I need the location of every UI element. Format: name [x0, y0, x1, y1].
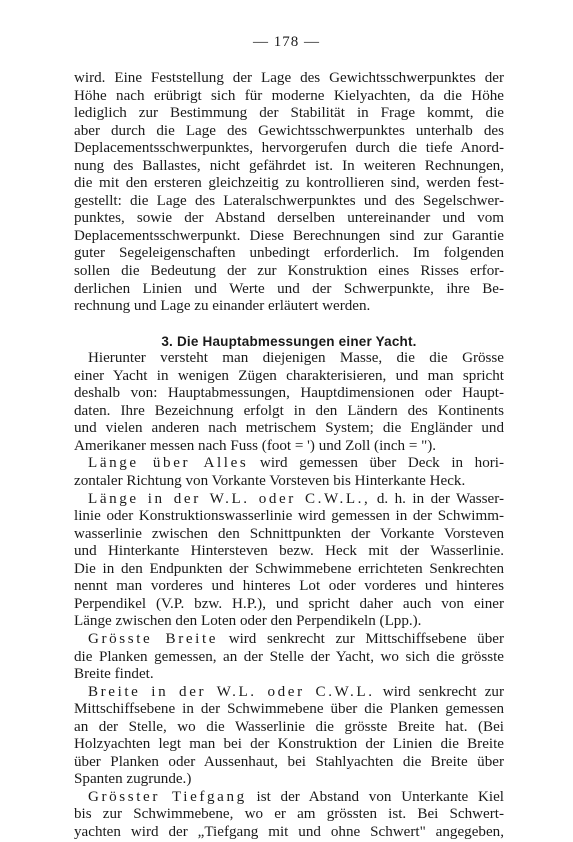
- text-line: einer Yacht in wenigen Zügen charakterisieren, und man spricht: [74, 367, 504, 384]
- text-line: Die in den Endpunkten der Schwimmebene errichteten Senkrechten: [74, 560, 504, 577]
- spaced-term: Grösster Tiefgang: [88, 788, 247, 805]
- text-line: daten. Ihre Bezeichnung erfolgt in den Ländern des Kontinents: [74, 402, 504, 419]
- text-line: nung des Ballastes, nicht gefährdet ist. In weiteren Rechnungen,: [74, 157, 504, 174]
- text-line: yachten wird der „Tiefgang mit und ohne Schwert" angegeben,: [74, 823, 504, 840]
- paragraph-length-overall: [74, 455, 504, 490]
- paragraph-waterline-beam: [74, 684, 504, 789]
- page-number: — 178 —: [253, 34, 320, 50]
- text-line: [74, 455, 504, 473]
- spaced-term: Länge über Alles: [88, 455, 249, 472]
- paragraph-max-draft: [74, 789, 504, 842]
- section-heading: 3. Die Hauptabmessungen einer Yacht.: [161, 333, 417, 349]
- text-line: die mit den ersteren gleichzeitig zu kontrollieren sind, werden fest-: [74, 175, 504, 192]
- text-line: Mittschiffsebene in der Schwimmebene über die Planken gemessen: [74, 701, 504, 718]
- paragraph-main-dimensions: [74, 350, 504, 455]
- text-line: Deplacementsschwerpunktes, hervorgerufen durch die tiefe Anord-: [74, 140, 504, 157]
- text-line: und Hinterkante Hintersteven bezw. Heck mit der Wasserlinie.: [74, 543, 504, 560]
- spaced-term: Länge in der W.L. oder C.W.L.,: [88, 490, 371, 507]
- paragraph-waterline-length: [74, 491, 504, 631]
- text-line: Deplacementsschwerpunkt. Diese Berechnungen sind zur Garantie: [74, 227, 504, 244]
- text-line: und vielen anderen nach metrischem System; die Engländer und: [74, 420, 504, 437]
- paragraph-stability: [74, 70, 504, 316]
- text-line: über Planken oder Aussenhaut, bei Stahlyachten die Breite über: [74, 753, 504, 770]
- paragraph-max-beam: [74, 631, 504, 684]
- text-line: wird. Eine Feststellung der Lage des Gewichtsschwerpunktes der: [74, 70, 504, 86]
- text-line: derlichen Linien und Werte und der Schwerpunkte, ihre Be-: [74, 280, 504, 297]
- text-line: rechnung und Lage zu einander erläutert werden.: [74, 298, 371, 315]
- term-continuation: d. h. in der Wasser-: [370, 490, 504, 507]
- text-line: [74, 684, 504, 702]
- text-line: Länge zwischen den Loten oder den Perpendikeln (Lpp.).: [74, 613, 422, 630]
- text-line: nennt man vorderes und hinteres Lot oder vorderes und hinteres: [74, 578, 504, 595]
- text-line: [74, 631, 504, 649]
- text-line: wasserlinie zwischen den Schnittpunkten der Vorkante Vorsteven: [74, 525, 504, 542]
- term-continuation: wird senkrecht zur Mittschiffsebene über: [218, 630, 505, 647]
- text-line: lediglich zur Bestimmung der Stabilität in Frage kommt, die: [74, 105, 504, 122]
- text-line: zontaler Richtung von Vorkante Vorsteven bis Hinterkante Heck.: [74, 473, 466, 490]
- body-text: [74, 70, 504, 842]
- text-line: an der Stelle, wo die Wasserlinie die grösste Breite hat. (Bei: [74, 718, 504, 735]
- text-line: [74, 789, 504, 807]
- spaced-term: Grösste Breite: [88, 630, 219, 647]
- text-line: Höhe nach erübrigt sich für moderne Kielyachten, da die Höhe: [74, 87, 504, 104]
- text-line: deshalb von: Hauptabmessungen, Hauptdimensionen oder Haupt-: [74, 385, 504, 402]
- text-line: aber durch die Lage des Gewichtsschwerpunktes unterhalb des: [74, 122, 504, 139]
- text-line: Hierunter versteht man diejenigen Masse, die die Grösse: [88, 350, 504, 367]
- text-line: [74, 491, 504, 509]
- text-line: linie oder Konstruktionswasserlinie wird gemessen in der Schwimm-: [74, 508, 504, 525]
- text-line: Perpendikel (V.P. bzw. H.P.), und spricht daher auch von einer: [74, 595, 504, 612]
- text-line: bis zur Schwimmebene, wo er am grössten ist. Bei Schwert-: [74, 806, 504, 823]
- text-line: Amerikaner messen nach Fuss (foot = ') und Zoll (inch = ").: [74, 437, 437, 454]
- text-line: Spanten zugrunde.): [74, 771, 192, 788]
- term-continuation: ist der Abstand von Unterkante Kiel: [246, 788, 505, 805]
- term-continuation: wird gemessen über Deck in hori-: [248, 455, 504, 472]
- text-line: Breite findet.: [74, 666, 154, 683]
- text-line: sollen die Bedeutung der zur Konstruktion eines Risses erfor-: [74, 263, 504, 280]
- text-line: gestellt: die Lage des Lateralschwerpunktes und des Segelschwer-: [74, 192, 504, 209]
- term-continuation: wird senkrecht zur: [374, 683, 504, 700]
- text-line: Holzyachten legt man bei der Konstruktion der Linien die Breite: [74, 736, 504, 753]
- text-line: guter Segeleigenschaften unbedingt erforderlich. Im folgenden: [74, 245, 504, 262]
- text-line: punktes, sowie der Abstand derselben untereinander und vom: [74, 210, 504, 227]
- spaced-term: Breite in der W.L. oder C.W.L.: [88, 683, 375, 700]
- text-line: die Planken gemessen, an der Stelle der Yacht, wo sich die grösste: [74, 648, 504, 665]
